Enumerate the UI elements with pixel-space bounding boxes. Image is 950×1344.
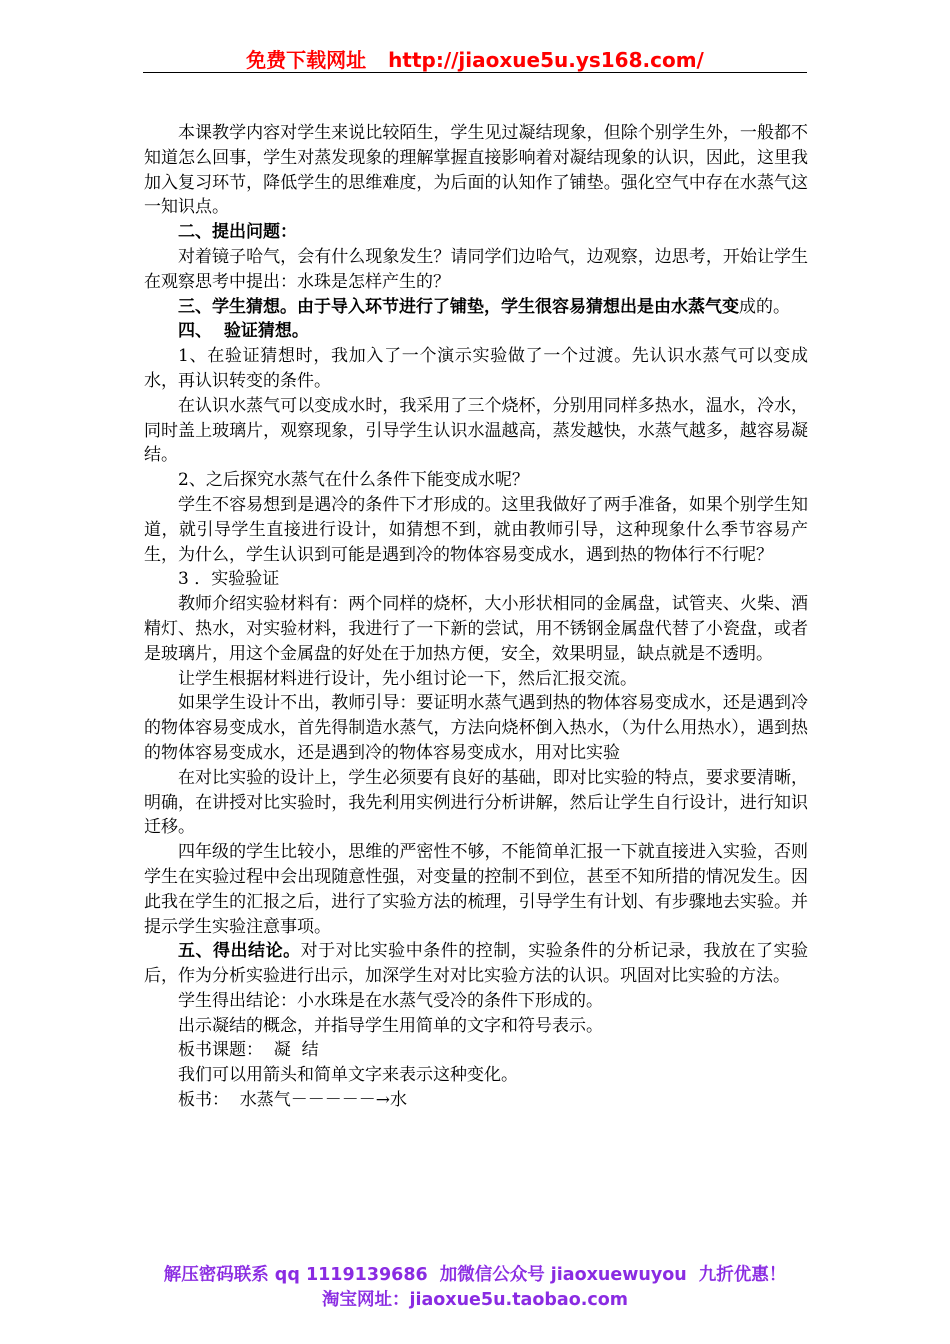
paragraph-board-formula: 板书： 水蒸气－－－－－→水 xyxy=(178,1090,408,1111)
heading-conclusion: 五、得出结论。 xyxy=(178,941,301,962)
footer-qq: 解压密码联系 qq 1119139686 xyxy=(163,1265,428,1285)
paragraph-cold-condition: 学生不容易想到是遇冷的条件下才形成的。这里我做好了两手准备，如果个别学生知道，就引导学生直接进行设计，如猜想不到，就由教师引导，这种现象什么季节容易产生，为什么，学生认识到可能是遇到冷的物体容易变成水，遇到热的物体行不行呢？ xyxy=(144,494,808,565)
paragraph-concept: 出示凝结的概念，并指导学生用简单的文字和符号表示。 xyxy=(178,1015,603,1036)
paragraph-demo: 1、在验证猜想时，我加入了一个演示实验做了一个过渡。先认识水蒸气可以变成水，再认识转变的条件。 xyxy=(144,346,808,391)
footer-contact xyxy=(0,1261,950,1286)
heading-verify: 四、 验证猜想。 xyxy=(178,321,309,342)
heading-raise-question: 二、提出问题： xyxy=(178,222,297,243)
heading-hypothesis: 三、学生猜想。由于导入环节进行了铺垫，学生很容易猜想出是由水蒸气变 xyxy=(178,296,739,317)
paragraph-arrow-intro: 我们可以用箭头和简单文字来表示这种变化。 xyxy=(178,1065,518,1086)
header-url-link[interactable]: http://jiaoxue5u.ys168.com/ xyxy=(388,48,704,72)
footer-wechat: 加微信公众号 jiaoxuewuyou xyxy=(439,1265,687,1285)
paragraph-guidance: 如果学生设计不出，教师引导：要证明水蒸气遇到热的物体容易变成水，还是遇到冷的物体容易变成水，首先得制造水蒸气，方法向烧杯倒入热水，（为什么用热水），遇到热的物体容易变成水，还是遇到冷的物体容易变成水，用对比实验 xyxy=(144,693,808,763)
paragraph-result: 学生得出结论：小水珠是在水蒸气受冷的条件下形成的。 xyxy=(178,990,603,1011)
header-banner xyxy=(143,44,807,72)
paragraph-question: 对着镜子哈气，会有什么现象发生？请同学们边哈气，边观察，边思考，开始让学生在观察思考中提出：水珠是怎样产生的？ xyxy=(144,246,808,292)
paragraph-explore: 2、之后探究水蒸气在什么条件下能变成水呢？ xyxy=(178,470,529,491)
paragraph-experiment-heading: 3 ．实验验证 xyxy=(178,569,280,590)
conclusion-text: 对于对比实验中条件的控制，实验条件的分析记录，我放在了实验后，作为分析实验进行出示，加深学生对对比实验方法的认识。巩固对比实验的方法。 xyxy=(144,941,809,987)
document-body xyxy=(144,121,808,1113)
footer-taobao-link[interactable]: 淘宝网址：jiaoxue5u.taobao.com xyxy=(321,1290,629,1310)
paragraph-materials: 教师介绍实验材料有：两个同样的烧杯，大小形状相同的金属盘，试管夹、火柴、酒精灯、热水，对实验材料，我进行了一下新的尝试，用不锈钢金属盘代替了小瓷盘，或者是玻璃片，用这个金属盘的好处在于加热方便，安全，效果明显，缺点就是不透明。 xyxy=(144,594,808,664)
paragraph-beakers: 在认识水蒸气可以变成水时，我采用了三个烧杯，分别用同样多热水，温水，冷水，同时盖上玻璃片，观察现象，引导学生认识水温越高，蒸发越快，水蒸气越多，越容易凝结。 xyxy=(144,395,808,466)
paragraph-intro: 本课教学内容对学生来说比较陌生，学生见过凝结现象，但除个别学生外，一般都不知道怎么回事，学生对蒸发现象的理解掌握直接影响着对凝结现象的认识，因此，这里我加入复习环节，降低学生的思维难度，为后面的认知作了铺垫。强化空气中存在水蒸气这一知识点。 xyxy=(144,123,808,218)
paragraph-comparison: 在对比实验的设计上，学生必须要有良好的基础，即对比实验的特点，要求要清晰，明确，在讲授对比实验时，我先利用实例进行分析讲解，然后让学生自行设计，进行知识迁移。 xyxy=(144,767,808,838)
header-label: 免费下载网址 xyxy=(246,48,367,72)
hypothesis-text: 成的。 xyxy=(739,296,790,317)
paragraph-conclusion xyxy=(144,939,808,989)
paragraph-design: 让学生根据材料进行设计，先小组讨论一下，然后汇报交流。 xyxy=(178,668,637,689)
header-divider xyxy=(143,72,807,73)
paragraph-grade-four: 四年级的学生比较小，思维的严密性不够，不能简单汇报一下就直接进入实验，否则学生在实验过程中会出现随意性强，对变量的控制不到位，甚至不知所措的情况发生。因此我在学生的汇报之后，进行了实验方法的梳理，引导学生有计划、有步骤地去实验。并提示学生实验注意事项。 xyxy=(144,842,808,937)
paragraph-board-title: 板书课题： 凝 结 xyxy=(178,1040,319,1061)
paragraph-hypothesis xyxy=(144,295,808,320)
footer-discount: 九折优惠！ xyxy=(698,1265,787,1285)
